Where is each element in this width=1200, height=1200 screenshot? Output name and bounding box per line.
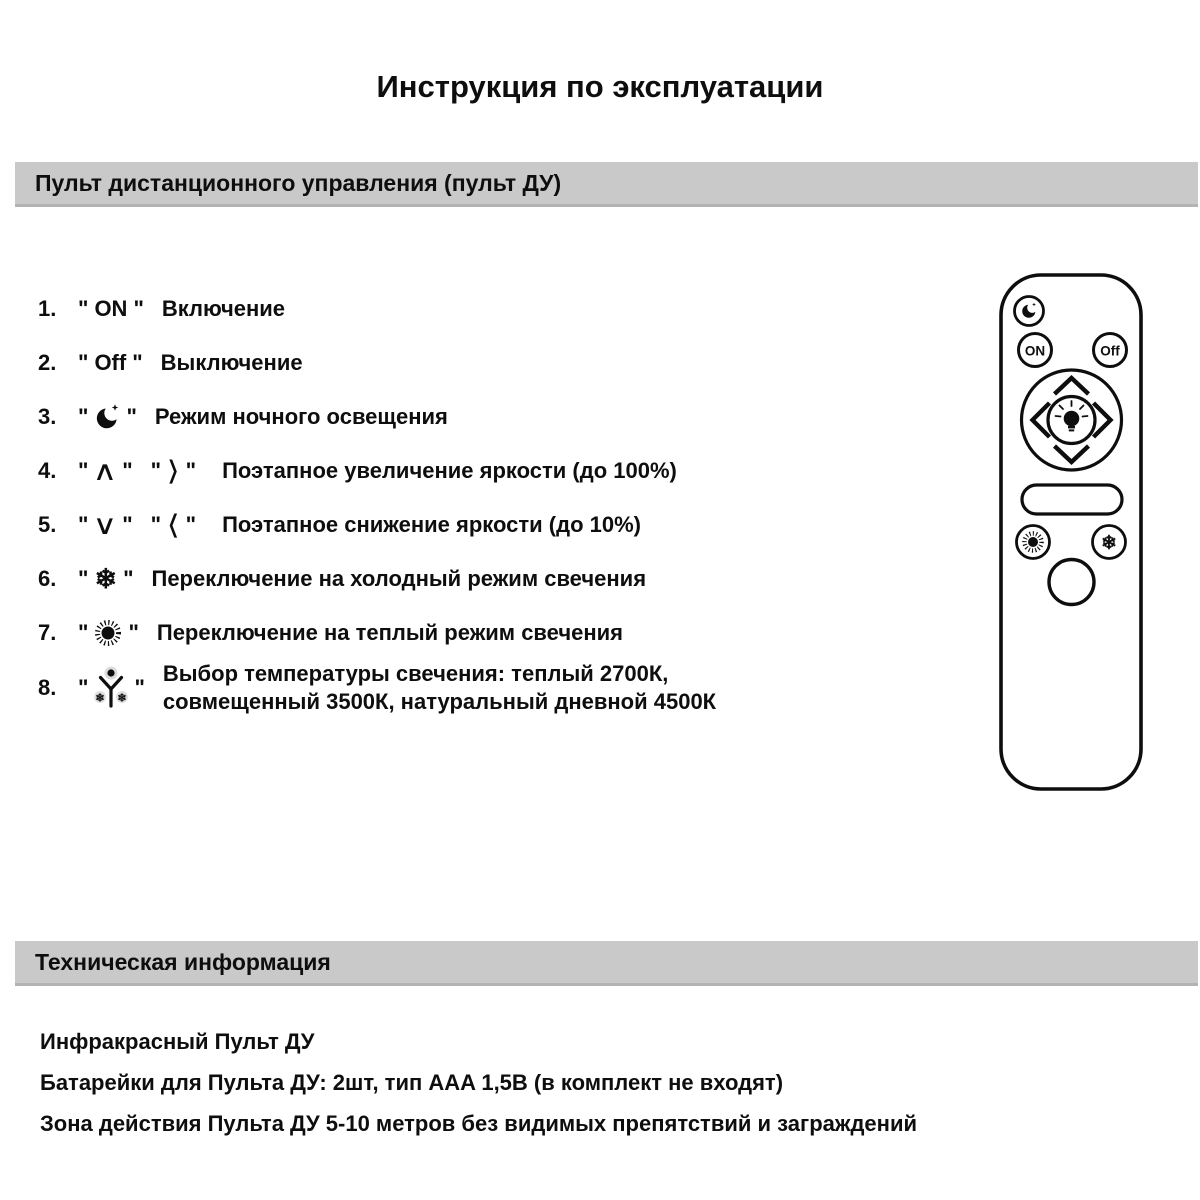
list-item-brightness-down	[38, 498, 958, 552]
tech-line-remote-type: Инфракрасный Пульт ДУ	[40, 1029, 315, 1054]
quote-mark: "	[78, 512, 89, 537]
item-number: 4.	[38, 458, 57, 483]
quote-mark: "	[185, 458, 197, 483]
quote-mark: "	[78, 404, 89, 429]
item-number: 2.	[38, 350, 57, 375]
quote-mark: "	[78, 458, 89, 483]
quote-mark: "	[78, 620, 89, 645]
item-description	[163, 660, 716, 716]
item-number: 7.	[38, 620, 57, 645]
list-item-cold-mode	[38, 552, 958, 606]
item-description-line2: совмещенный 3500К, натуральный дневной 4500К	[162, 689, 717, 714]
remote-on-label: ON	[1024, 343, 1046, 359]
item-description: Выключение	[160, 350, 303, 375]
remote-control-illustration	[997, 272, 1144, 792]
page-title: Инструкция по эксплуатации	[376, 69, 824, 104]
remote-body	[1001, 275, 1141, 789]
technical-info	[40, 1028, 917, 1151]
item-description: Переключение на холодный режим свечения	[151, 566, 647, 591]
quote-mark: "	[123, 566, 134, 591]
off-button-label: Off	[94, 350, 127, 375]
list-item-off	[38, 336, 958, 390]
on-button-label: ON	[94, 296, 128, 321]
chevron-right-icon: ⟩	[166, 455, 180, 486]
list-item-temperature-select	[38, 660, 958, 716]
quote-mark: "	[126, 404, 137, 429]
section-header-tech	[15, 941, 1198, 986]
item-description: Поэтапное снижение яркости (до 10%)	[222, 512, 641, 537]
quote-mark: "	[78, 675, 89, 700]
item-description: Переключение на теплый режим свечения	[156, 620, 624, 645]
quote-mark: "	[185, 512, 197, 537]
section-header-tech-label: Техническая информация	[35, 948, 331, 975]
tech-line-range: Зона действия Пульта ДУ 5-10 метров без видимых препятствий и заграждений	[40, 1111, 918, 1136]
list-item-brightness-up	[38, 444, 958, 498]
remote-button-list	[38, 282, 958, 716]
quote-mark: "	[78, 566, 89, 591]
quote-mark: "	[122, 458, 133, 483]
item-description: Режим ночного освещения	[154, 404, 448, 429]
remote-off-label: Off	[1100, 343, 1120, 359]
quote-mark: "	[133, 296, 144, 321]
item-description-line1: Выбор температуры свечения: теплый 2700К,	[162, 661, 669, 686]
moon-icon	[92, 402, 122, 432]
item-number: 3.	[38, 404, 57, 429]
list-item-on	[38, 282, 958, 336]
tech-line-batteries: Батарейки для Пульта ДУ: 2шт, тип AAA 1,5В (в комплект не входят)	[40, 1070, 784, 1095]
quote-mark: "	[122, 512, 133, 537]
item-description: Поэтапное увеличение яркости (до 100%)	[222, 458, 677, 483]
quote-mark: "	[150, 458, 162, 483]
quote-mark: "	[128, 620, 139, 645]
small-snowflake-glyph: ❄	[95, 692, 106, 705]
chevron-down-icon: ∨	[92, 509, 118, 540]
item-number: 6.	[38, 566, 57, 591]
item-number: 1.	[38, 296, 57, 321]
section-header-remote-label: Пульт дистанционного управления (пульт ДУ)	[35, 169, 562, 196]
quote-mark: "	[132, 350, 143, 375]
small-snowflake-glyph: ❄	[117, 692, 128, 705]
section-header-remote	[15, 162, 1198, 207]
item-number: 5.	[38, 512, 57, 537]
quote-mark: "	[150, 512, 162, 537]
quote-mark: "	[134, 675, 145, 700]
snowflake-icon: ❄	[94, 563, 118, 594]
temperature-select-icon	[92, 666, 130, 710]
chevron-left-icon: ⟨	[166, 509, 180, 540]
sun-icon	[92, 617, 124, 649]
quote-mark: "	[78, 350, 89, 375]
item-description: Включение	[161, 296, 286, 321]
chevron-up-icon: ∧	[92, 455, 118, 486]
list-item-warm-mode	[38, 606, 958, 660]
remote-snowflake-glyph: ❄	[1101, 533, 1117, 554]
list-item-night-mode	[38, 390, 958, 444]
item-number: 8.	[38, 675, 57, 700]
quote-mark: "	[78, 296, 89, 321]
remote-bar-button	[1022, 485, 1122, 514]
